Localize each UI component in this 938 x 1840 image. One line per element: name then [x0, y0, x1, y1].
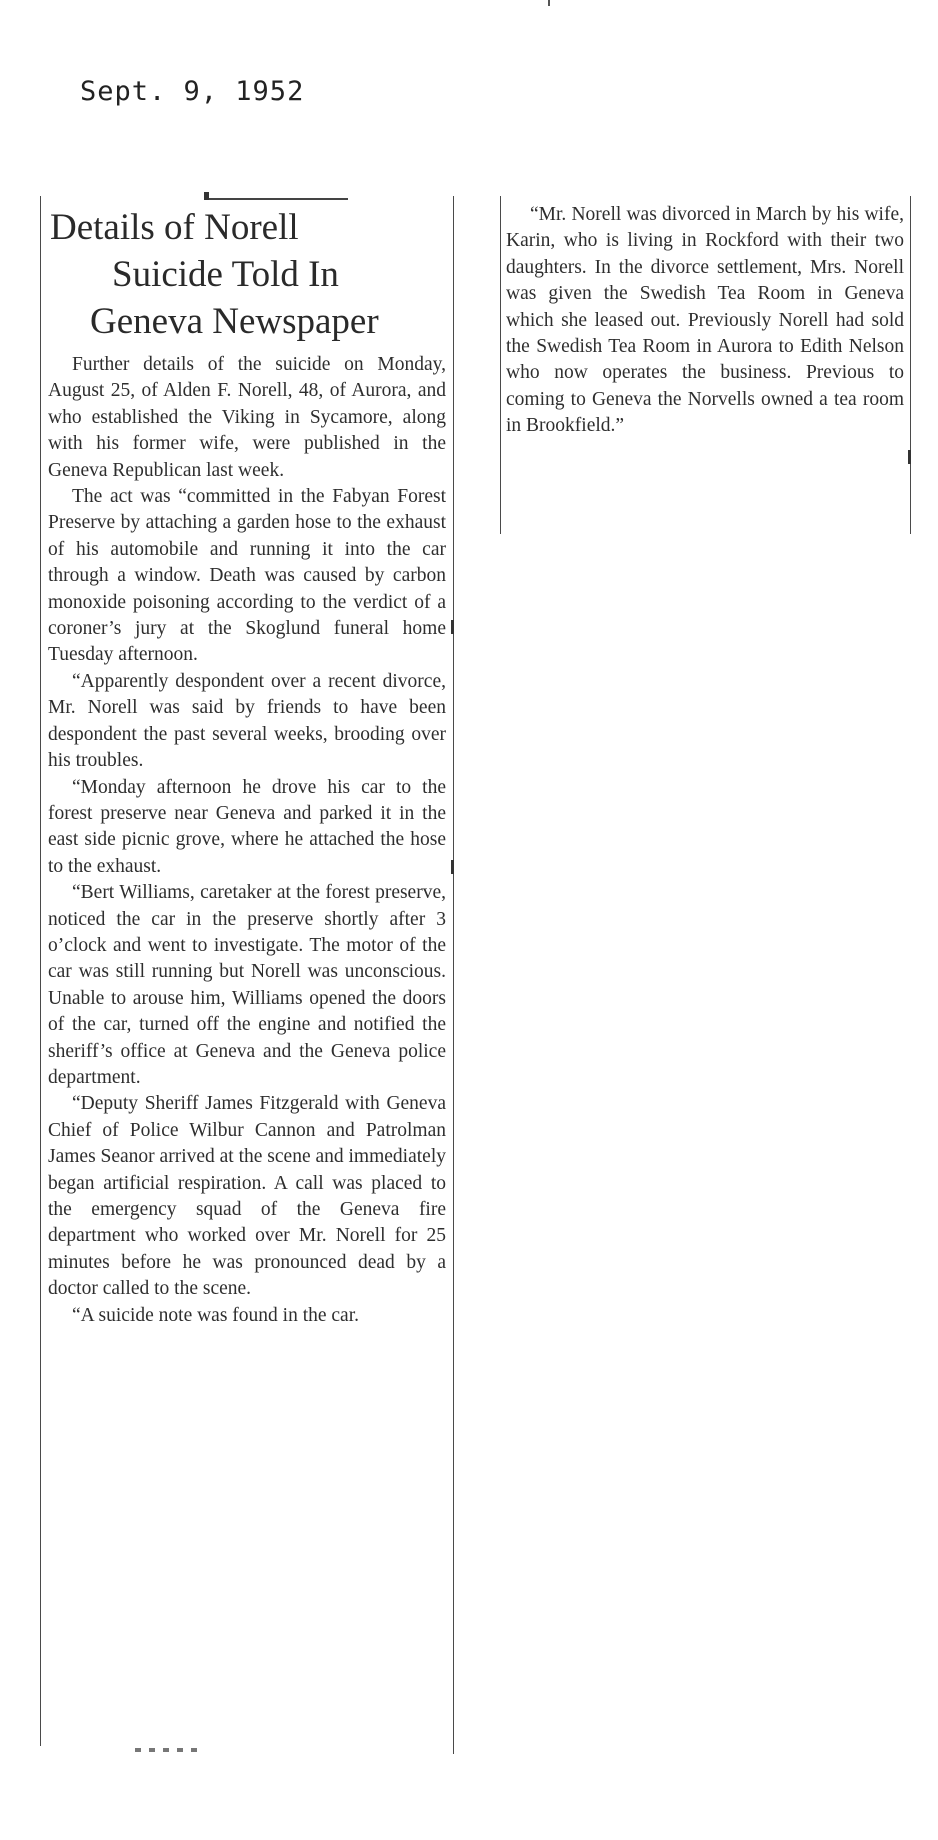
article-column-right	[506, 202, 904, 440]
headline-line-3: Geneva Newspaper	[90, 301, 379, 342]
scan-artifact	[451, 860, 454, 874]
headline-line-2: Suicide Told In	[112, 254, 339, 295]
article-paragraph: “A suicide note was found in the car.	[72, 1304, 360, 1326]
article-paragraph: The act was “committed in the Fabyan Forest Preserve by attaching a garden hose to the exhaust of his automobile and running it into the car through a window. Death was caused by carbon monoxide poisoning according to the verdict of a coroner’s jury at the Skoglund funeral home Tuesday afternoon.	[48, 486, 446, 666]
article-paragraph: Further details of the suicide on Monday, August 25, of Alden F. Norell, 48, of Aurora, and who established the Viking in Sycamore, along with his former wife, were published in the Geneva Republican last week.	[48, 354, 446, 481]
scan-artifact	[908, 450, 911, 464]
column-rule-left	[40, 196, 41, 1746]
column-rule-center	[453, 196, 454, 1754]
column-rule-right-inner	[500, 196, 501, 534]
article-paragraph: “Bert Williams, caretaker at the forest preserve, noticed the car in the preserve shortly after 3 o’clock and went to investigate. The motor of the car was still running but Norell was unconscious. Unable to arouse him, Williams opened the doors of the car, turned off the engine and notified the sheriff’s office at Geneva and the Geneva police department.	[48, 882, 446, 1088]
column-rule-right-outer	[910, 196, 911, 534]
article-column-left	[48, 352, 446, 1329]
clipping-date: Sept. 9, 1952	[80, 76, 305, 107]
article-paragraph: “Apparently despondent over a recent divorce, Mr. Norell was said by friends to have been despondent the past several weeks, brooding over his troubles.	[48, 670, 446, 772]
article-paragraph: “Monday afternoon he drove his car to the forest preserve near Geneva and parked it in the east side picnic grove, where he attached the hose to the exhaust.	[48, 776, 446, 877]
article-paragraph: “Deputy Sheriff James Fitzgerald with Geneva Chief of Police Wilbur Cannon and Patrolman James Seanor arrived at the scene and immediately began artificial respiration. A call was placed to the emergency squad of the Geneva fire department who worked over Mr. Norell for 25 minutes before he was pronounced dead by a doctor called to the scene.	[48, 1093, 446, 1300]
headline-line-1: Details of Norell	[50, 207, 299, 248]
article-paragraph: “Mr. Norell was divorced in March by his wife, Karin, who is living in Rockford with their two daughters. In the divorce settlement, Mrs. Norell was given the Swedish Tea Room in Geneva which she leased out. Previously Norell had sold the Swedish Tea Room in Aurora to Edith Nelson who now operates the business. Previous to coming to Geneva the Norvells owned a tea room in Brookfield.”	[506, 204, 904, 437]
scan-smudge	[135, 1748, 205, 1752]
headline	[50, 204, 450, 345]
scan-mark	[548, 0, 550, 6]
clipping-top-rule	[208, 198, 348, 200]
scan-artifact	[451, 620, 454, 634]
